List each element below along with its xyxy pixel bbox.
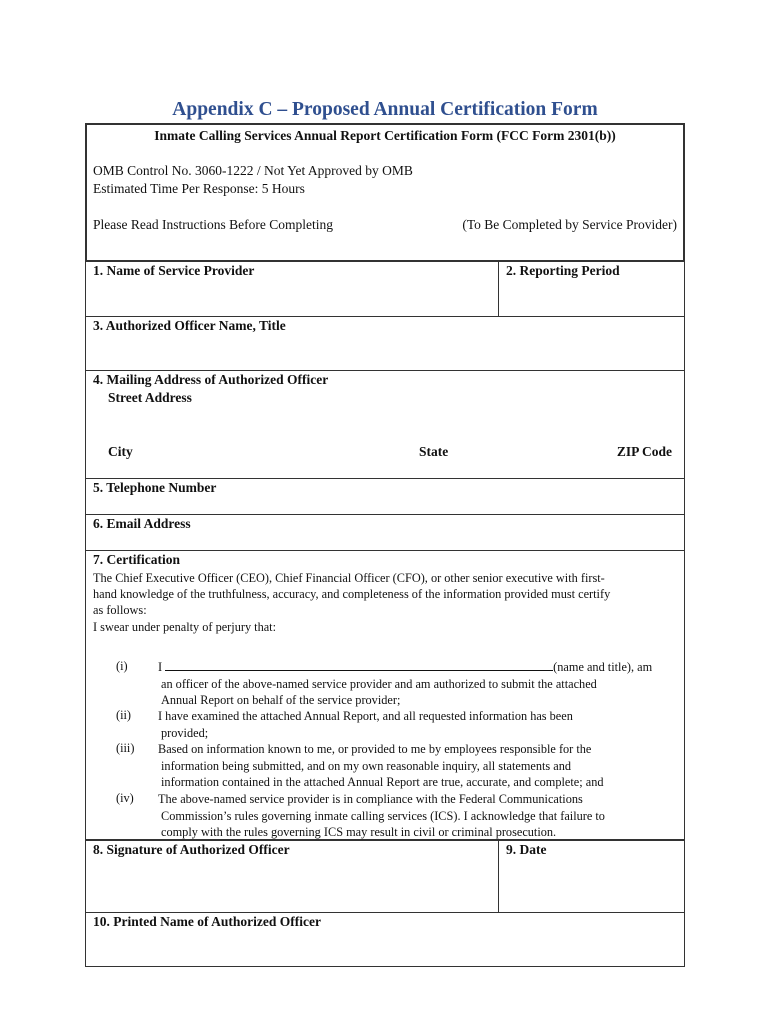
form-header (85, 123, 685, 262)
certification-item (158, 791, 678, 841)
item-text: Annual Report on behalf of the service provider; (161, 693, 401, 707)
item-number: (iii) (116, 741, 135, 755)
omb-control-number: OMB Control No. 3060-1222 / Not Yet Approved by OMB (93, 163, 413, 178)
zip-code-label: ZIP Code (616, 444, 672, 459)
item-text: I have examined the attached Annual Report, and all requested information has been (158, 709, 573, 723)
state-label: State (419, 444, 449, 459)
swear-statement: I swear under penalty of perjury that: (93, 620, 277, 634)
date-label: 9. Date (506, 842, 547, 857)
certification-item (158, 708, 678, 741)
form-title: Inmate Calling Services Annual Report Certification Form (FCC Form 2301(b)) (154, 128, 616, 143)
certification-intro-line: as follows: (93, 603, 147, 617)
estimated-time: Estimated Time Per Response: 5 Hours (93, 181, 305, 196)
printed-name-row (85, 913, 685, 967)
telephone-label: 5. Telephone Number (93, 480, 217, 495)
certification-intro-line: The Chief Executive Officer (CEO), Chief Financial Officer (CFO), or other senior executive with first- (93, 571, 605, 585)
certification-section (85, 551, 685, 840)
item-number: (i) (116, 659, 128, 673)
mailing-address-label: 4. Mailing Address of Authorized Officer (93, 372, 329, 387)
officer-name-row (85, 317, 685, 371)
item-text: information being submitted, and on my own reasonable inquiry, all statements and (161, 758, 572, 773)
item-text: information contained in the attached Annual Report are true, accurate, and complete; and (161, 775, 604, 789)
certification-item (158, 741, 678, 791)
item-text: Commission’s rules governing inmate calling services (ICS). I acknowledge that failure to (161, 808, 605, 823)
city-label: City (108, 444, 133, 459)
item-text: comply with the rules governing ICS may result in civil or criminal prosecution. (161, 825, 557, 839)
instructions-note: Please Read Instructions Before Completing (93, 217, 333, 232)
certification-heading: 7. Certification (93, 552, 180, 567)
item-text: (name and title), am (553, 660, 653, 674)
telephone-row (85, 479, 685, 515)
certification-intro-line: hand knowledge of the truthfulness, accuracy, and completeness of the information provided must certify (93, 587, 611, 601)
officer-name-title-label: 3. Authorized Officer Name, Title (93, 318, 286, 333)
page-title: Appendix C – Proposed Annual Certification Form (172, 99, 598, 120)
email-label: 6. Email Address (93, 516, 191, 531)
printed-name-label: 10. Printed Name of Authorized Officer (93, 914, 321, 929)
item-text: provided; (161, 725, 209, 740)
mailing-address-row (85, 371, 685, 479)
reporting-period-label: 2. Reporting Period (506, 263, 620, 278)
street-address-label: Street Address (108, 390, 192, 405)
email-row (85, 515, 685, 551)
service-provider-label: 1. Name of Service Provider (93, 263, 255, 278)
item-text: The above-named service provider is in compliance with the Federal Communications (158, 792, 583, 806)
completed-by-note: (To Be Completed by Service Provider) (462, 217, 677, 232)
certification-item (158, 659, 678, 709)
provider-period-row (85, 262, 685, 317)
item-text: I (158, 660, 166, 674)
signature-date-row (85, 840, 685, 913)
name-title-blank[interactable] (165, 659, 553, 671)
item-text: an officer of the above-named service provider and am authorized to submit the attached (161, 676, 597, 691)
signature-label: 8. Signature of Authorized Officer (93, 842, 290, 857)
item-number: (ii) (116, 708, 132, 722)
item-text: Based on information known to me, or provided to me by employees responsible for the (158, 742, 592, 756)
item-number: (iv) (116, 791, 134, 805)
